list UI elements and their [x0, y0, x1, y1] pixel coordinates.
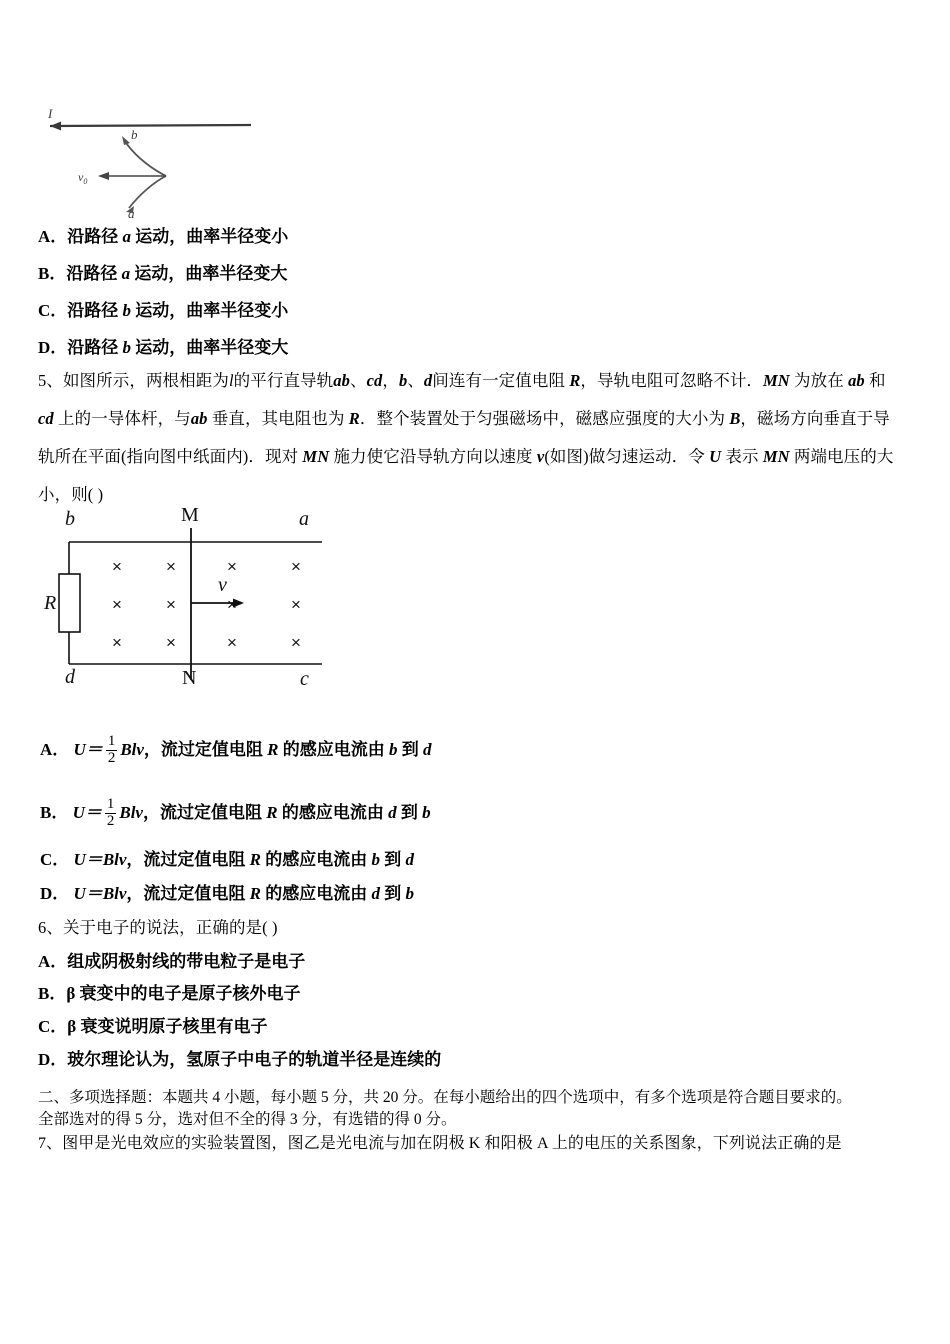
q4-option-c-text: 沿路径 b 运动，曲率半径变小: [67, 301, 289, 320]
figure-rails-in-magnetic-field: [44, 504, 344, 704]
figure2-label-R: R: [44, 592, 57, 614]
wire-arrowhead: [50, 122, 61, 131]
q6-option-d-text: 玻尔理论认为，氢原子中电子的轨道半径是连续的: [67, 1050, 442, 1069]
field-cross: ×: [166, 557, 176, 576]
q5-option-a-text: ，流过定值电阻 R 的感应电流由 b 到 d: [143, 740, 432, 760]
q6-option-b-text: β 衰变中的电子是原子核外电子: [66, 984, 301, 1003]
q4-option-c[interactable]: [38, 302, 288, 319]
q4-option-c-label: C．: [38, 301, 68, 320]
q7-stem: 7、图甲是光电效应的实验装置图，图乙是光电流与加在阴极 K 和阳极 A 上的电压的关系图象，下列说法正确的是: [38, 1135, 842, 1152]
q5-option-c-text: ，流过定值电阻 R 的感应电流由 b 到 d: [126, 850, 415, 869]
field-cross: ×: [112, 595, 122, 614]
q5-stem-line-2: cd 上的一导体杆，与ab 垂直，其电阻也为 R．整个装置处于匀强磁场中，磁感应强度的大小为 B，磁场方向垂直于导: [38, 409, 890, 428]
figure1-svg: [36, 96, 326, 218]
q5-option-a-fraction: $\frac{1}{2}$: [107, 733, 116, 766]
q5-option-d-text: ，流过定值电阻 R 的感应电流由 d 到 b: [126, 884, 415, 903]
section-2-instructions-line-1: 二、多项选择题：本题共 4 小题，每小题 5 分，共 20 分。在每小题给出的四个选项中，有多个选项是符合题目要求的。: [38, 1089, 852, 1106]
q5-option-a-prefix: U＝: [73, 740, 103, 760]
q6-option-c-text: β 衰变说明原子核里有电子: [67, 1017, 268, 1036]
field-cross: ×: [112, 557, 122, 576]
q5-option-c-expr: Blv: [102, 850, 127, 869]
q5-option-a-label: A．: [40, 740, 70, 760]
q4-option-b[interactable]: [38, 265, 287, 282]
resistor-box: [59, 574, 80, 632]
q6-option-c-label: C．: [38, 1017, 68, 1036]
wire-line: [50, 125, 251, 126]
q4-option-a[interactable]: [38, 228, 288, 245]
field-cross: ×: [291, 595, 301, 614]
q6-option-d[interactable]: [38, 1051, 441, 1068]
figure2-label-N: N: [182, 667, 197, 689]
q6-option-a-text: 组成阴极射线的带电粒子是电子: [67, 952, 306, 971]
field-cross: ×: [291, 557, 301, 576]
field-cross: ×: [227, 633, 237, 652]
figure2-label-b: b: [65, 508, 75, 530]
q5-option-b-text: ，流过定值电阻 R 的感应电流由 d 到 b: [142, 803, 431, 823]
q4-option-d[interactable]: [38, 339, 288, 356]
field-cross: ×: [166, 633, 176, 652]
figure2-label-c: c: [300, 668, 309, 690]
q5-stem-line-4: 小，则( ): [38, 485, 104, 504]
path-b-curve: [124, 140, 166, 176]
label-current-I: I: [48, 106, 53, 121]
field-cross: ×: [227, 557, 237, 576]
q4-option-d-text: 沿路径 b 运动，曲率半径变大: [67, 338, 289, 357]
q6-option-d-label: D．: [38, 1050, 68, 1069]
q5-option-b[interactable]: [40, 798, 431, 831]
q6-option-c[interactable]: [38, 1018, 268, 1035]
q5-option-c-label: C．: [40, 850, 70, 869]
figure2-label-d: d: [65, 666, 75, 688]
q6-stem: 6、关于电子的说法，正确的是( ): [38, 918, 278, 937]
q5-option-b-expr: Blv: [119, 803, 143, 823]
q4-option-a-label: A．: [38, 227, 68, 246]
q5-option-d-expr: Blv: [102, 884, 127, 903]
q5-option-b-prefix: U＝: [72, 803, 102, 823]
path-b-arrowhead: [122, 136, 130, 145]
q5-stem-line-1: 5、如图所示，两根相距为l的平行直导轨ab、cd，b、d间连有一定值电阻 R，导轨电阻可忽略不计．MN 为放在 ab 和: [38, 371, 886, 390]
velocity-arrowhead: [98, 172, 109, 180]
q4-option-b-label: B．: [38, 264, 67, 283]
q5-option-c[interactable]: [40, 851, 414, 868]
label-path-b: b: [131, 127, 138, 142]
q5-option-b-fraction: $\frac{1}{2}$: [106, 796, 115, 829]
field-cross: ×: [166, 595, 176, 614]
field-cross: ×: [112, 633, 122, 652]
label-path-a: a: [128, 206, 135, 218]
path-a-curve: [129, 176, 166, 208]
q5-option-d-prefix: U＝: [73, 884, 103, 903]
q5-option-b-label: B．: [40, 803, 69, 823]
q4-option-a-text: 沿路径 a 运动，曲率半径变小: [67, 227, 289, 246]
q5-option-d[interactable]: [40, 885, 414, 902]
q4-option-b-text: 沿路径 a 运动，曲率半径变大: [66, 264, 288, 283]
figure-charged-particle-near-wire: [36, 96, 326, 218]
figure2-label-M: M: [181, 504, 199, 526]
q6-option-a-label: A．: [38, 952, 68, 971]
figure2-label-v: v: [218, 574, 227, 596]
field-cross: ×: [291, 633, 301, 652]
q5-option-c-prefix: U＝: [73, 850, 103, 869]
field-cross: ×: [227, 595, 237, 614]
q6-option-b-label: B．: [38, 984, 67, 1003]
section-2-instructions-line-2: 全部选对的得 5 分，选对但不全的得 3 分，有选错的得 0 分。: [38, 1111, 457, 1128]
q5-stem-line-3: 轨所在平面(指向图中纸面内)．现对 MN 施力使它沿导轨方向以速度 v(如图)做匀速运动．令 U 表示 MN 两端电压的大: [38, 447, 894, 466]
q4-option-d-label: D．: [38, 338, 68, 357]
figure2-label-a: a: [299, 508, 309, 530]
q6-option-a[interactable]: [38, 953, 305, 970]
label-velocity-v0: $v_0$: [78, 170, 88, 186]
q6-option-b[interactable]: [38, 985, 301, 1002]
q5-option-a-expr: Blv: [120, 740, 144, 760]
q5-option-a[interactable]: [40, 735, 432, 768]
q5-option-d-label: D．: [40, 884, 70, 903]
